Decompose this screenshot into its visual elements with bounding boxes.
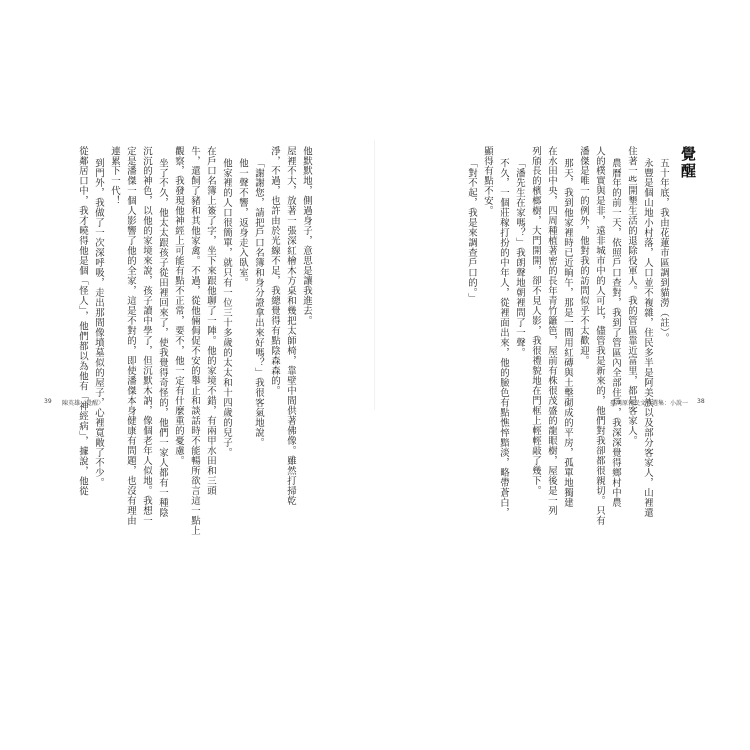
right-column-11: 不久，一個莊稼打扮的中年人，從裡面出來，他的臉色有點憔悴黯淡，略帶蒼白， (498, 158, 509, 518)
right-column-3: 住著一些開墾生活的退除役軍人。我的管區靠近富里，都是客家人。 (626, 146, 637, 446)
left-column-12: 定是潘傑一個人影響了他的全家，這是不對的，即使潘傑本身健康有問題，也沒有理由 (125, 146, 136, 526)
right-column-9: 列頎長的檳榔樹，大門開開，卻不見人影，我很禮貌地在門框上輕輕敲了幾下。 (530, 146, 541, 496)
left-column-15: 從鄰居口中，我才曉得他是個「怪人」，他們都以為他有「神經病」，據說，他從 (77, 146, 88, 497)
left-page-number: 39 (44, 398, 52, 405)
right-column-5: 人的樸實與是非，遠非城市中的人可比，儘管我是新來的，他們對我卻都很親切。只有 (594, 146, 605, 526)
right-column-6: 潘傑是唯一的例外，他對我的訪問似乎不太歡迎。 (578, 146, 589, 366)
chapter-title: 覺醒 (679, 146, 697, 180)
left-column-3: 淨，不過，也許由於光線不足，我總覺得有點陰森森的。 (269, 146, 280, 396)
right-page-number: 38 (697, 398, 705, 405)
right-running-footer: 臺灣原住民文學選集：小說一 (610, 400, 689, 407)
right-page (375, 0, 750, 750)
right-column-8: 在水田中央，四周種植著密的長年青竹籬笆，屋前有株很茂盛的龍眼樹，屋後是一列 (546, 146, 557, 516)
right-column-13: 「對不起，我是來調查戶口的。」 (466, 158, 477, 304)
left-column-9: 觀察，我發現他神經上可能有點不正常，要不，他一定有什麼重的憂慮。 (173, 146, 184, 466)
right-column-10: 「潘先生在家嗎？」我朗聲地朝裡問了一聲。 (514, 158, 525, 358)
left-column-13: 連累下一代！ (109, 146, 120, 206)
left-column-14: 到門外，我做了一次深呼吸，走出那間像墳墓似的屋子，心裡寬敞了不少。 (93, 158, 104, 488)
left-column-4: 「謝謝您，請把戶口名簿和身分證拿出來好嗎？」我很客氣地說。 (253, 158, 264, 448)
left-column-7: 在戶口名簿上簽了字，坐下來跟他聊了一陣。他的家境不錯，有兩甲水田和三頭 (205, 146, 216, 496)
right-column-1: 五十年底，我由花蓮市區調到貓澇（註）。 (658, 158, 669, 344)
right-column-7: 那天，我到他家裡時已近晌午，那是一間用紅磚與土墼砌成的平房，孤單地獨建 (562, 158, 573, 508)
right-column-12: 顯得有點不安。 (482, 146, 493, 216)
right-column-2: 永豐是個山地小村落，人口並不複雜，住民多半是阿美族以及部分客家人，山裡還 (642, 158, 653, 518)
left-column-11: 沉沉的神色，以他的家境來說，孩子讀中學了，但沉默木訥，像個老年人似地。我想一 (141, 146, 152, 526)
left-column-1: 他默默地，側過身子，意思是讓我進去。 (301, 146, 312, 326)
right-column-4: 農曆年的前一天，依照戶口查對，我到了管區內全部住戶，我深深覺得鄉村中農 (610, 158, 621, 508)
left-column-5: 他一聲不響，返身走入臥室。 (237, 158, 248, 288)
left-column-2: 屋裡不大，放著一張深紅檜木方桌和幾把太師椅，靠壁中間供著佛像。雖然打掃乾 (285, 146, 296, 506)
left-column-8: 牛，還飼了豬和其他家禽。不過，從他倆侷促不安的舉止和談話時不能暢所欲言這一點上 (189, 146, 200, 536)
left-running-footer: 陳英雄〈覺醒〉 (62, 400, 105, 407)
left-column-10: 坐了不久，他太太跟孩子從田裡回來了，使我覺得奇怪的，他們一家人都有一種陰 (157, 158, 168, 518)
left-column-6: 他家裡的人口很簡單，就只有一位三十多歲的太太和十四歲的兒子。 (221, 158, 232, 458)
